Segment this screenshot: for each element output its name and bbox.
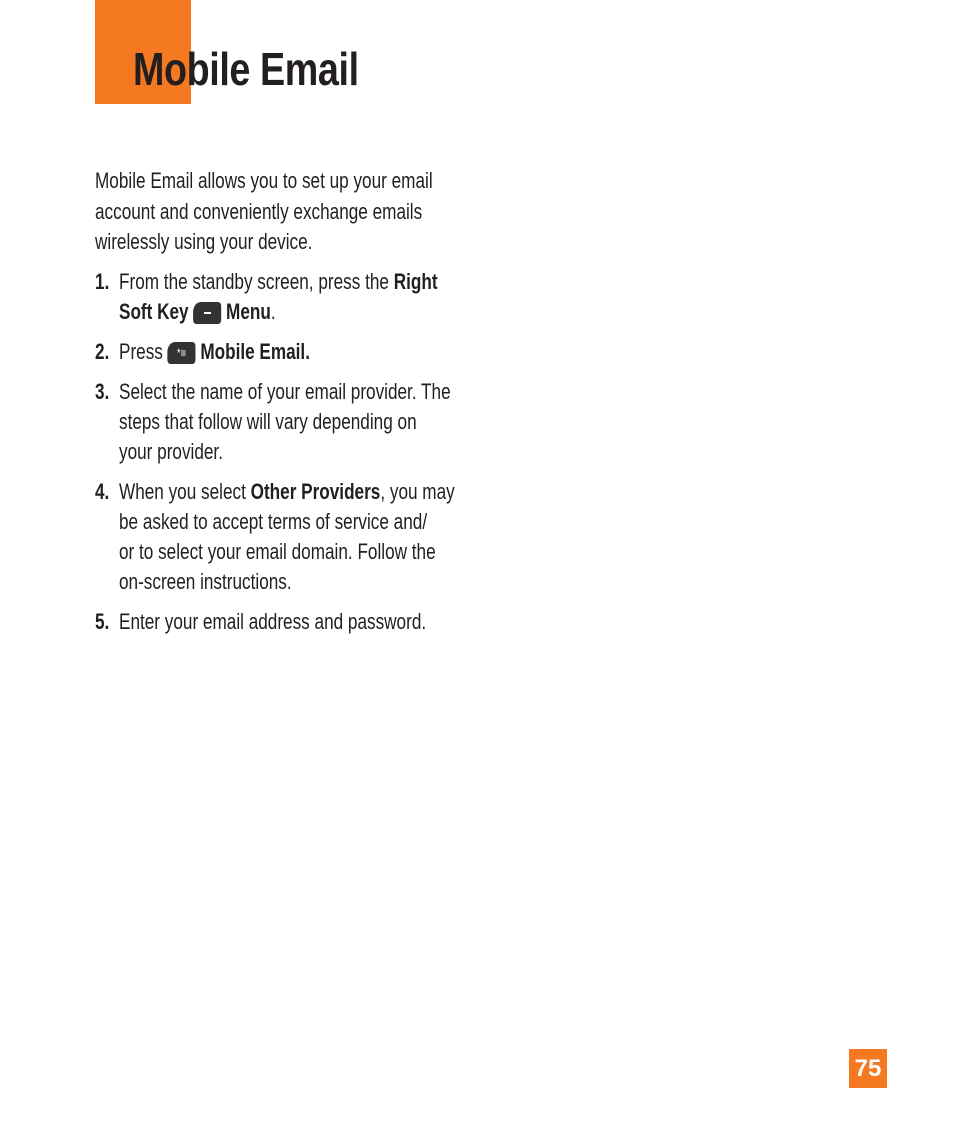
step-text: , you may	[380, 479, 455, 504]
intro-line: account and conveniently exchange emails	[95, 199, 423, 224]
step-1-line	[119, 299, 276, 325]
page-title: Mobile Email	[133, 43, 359, 95]
step-text: your provider.	[119, 439, 223, 464]
step-bold: Menu	[226, 299, 271, 324]
step-text: Select the name of your email provider. The	[119, 379, 451, 404]
step-text: From the standby screen, press the	[119, 269, 394, 294]
step-number: 5.	[95, 609, 110, 634]
intro-line: wirelessly using your device.	[95, 229, 313, 254]
step-text: Press	[119, 339, 163, 364]
step-1-line	[119, 269, 438, 295]
step-bold: Mobile Email.	[200, 339, 310, 364]
step-text: on-screen instructions.	[119, 569, 292, 594]
step-bold: Other Providers	[250, 479, 381, 504]
step-text: .	[270, 299, 276, 324]
step-bold: Soft Key	[119, 299, 189, 324]
intro-line: Mobile Email allows you to set up your email	[95, 168, 433, 193]
step-number: 2.	[95, 339, 110, 364]
step-text: Enter your email address and password.	[119, 609, 427, 634]
step-text: be asked to accept terms of service and/	[119, 509, 428, 534]
page-number: 75	[849, 1049, 887, 1088]
star-key-icon: *≡	[168, 342, 196, 364]
step-number: 4.	[95, 479, 110, 504]
step-text: or to select your email domain. Follow the	[119, 539, 436, 564]
step-4-line	[119, 479, 455, 505]
step-number: 1.	[95, 269, 110, 294]
right-soft-key-icon	[193, 302, 221, 324]
step-bold: Right	[393, 269, 438, 294]
step-text: steps that follow will vary depending on	[119, 409, 417, 434]
step-text: When you select	[119, 479, 251, 504]
step-2-line	[119, 339, 310, 365]
step-number: 3.	[95, 379, 110, 404]
